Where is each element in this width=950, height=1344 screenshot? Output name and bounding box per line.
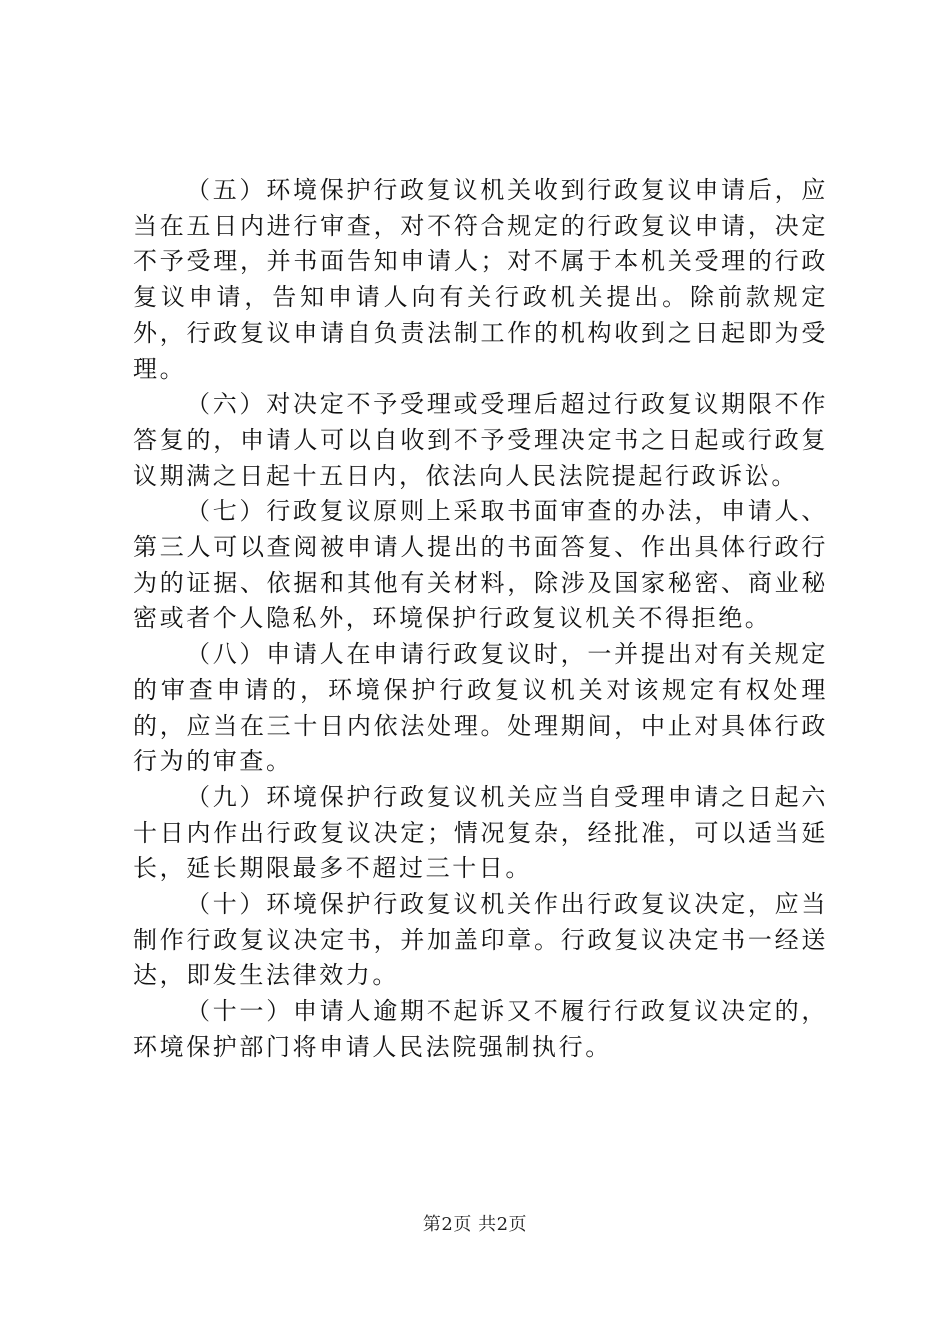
paragraph-item-7: （七）行政复议原则上采取书面审查的办法，申请人、第三人可以查阅被申请人提出的书面答复、作出具体行政行为的证据、依据和其他有关材料，除涉及国家秘密、商业秘密或者个人隐私外，环境保护行政复议机关不得拒绝。 [133,497,828,633]
paragraph-item-6: （六）对决定不予受理或受理后超过行政复议期限不作答复的，申请人可以自收到不予受理决定书之日起或行政复议期满之日起十五日内，依法向人民法院提起行政诉讼。 [133,390,828,490]
paragraph-item-11: （十一）申请人逾期不起诉又不履行行政复议决定的，环境保护部门将申请人民法院强制执行。 [133,997,828,1061]
paragraph-item-9: （九）环境保护行政复议机关应当自受理申请之日起六十日内作出行政复议决定；情况复杂，经批准，可以适当延长，延长期限最多不超过三十日。 [133,782,828,883]
document-body [133,173,828,1066]
paragraph-item-10: （十）环境保护行政复议机关作出行政复议决定，应当制作行政复议决定书，并加盖印章。行政复议决定书一经送达，即发生法律效力。 [133,890,828,990]
paragraph-item-8: （八）申请人在申请行政复议时，一并提出对有关规定的审查申请的，环境保护行政复议机关对该规定有权处理的，应当在三十日内依法处理。处理期间，中止对具体行政行为的审查。 [133,640,828,776]
paragraph-item-5: （五）环境保护行政复议机关收到行政复议申请后，应当在五日内进行审查，对不符合规定的行政复议申请，决定不予受理，并书面告知申请人；对不属于本机关受理的行政复议申请，告知申请人向有关行政机关提出。除前款规定外，行政复议申请自负责法制工作的机构收到之日起即为受理。 [133,176,828,383]
page-number-footer: 第2页 共2页 [422,1214,528,1235]
